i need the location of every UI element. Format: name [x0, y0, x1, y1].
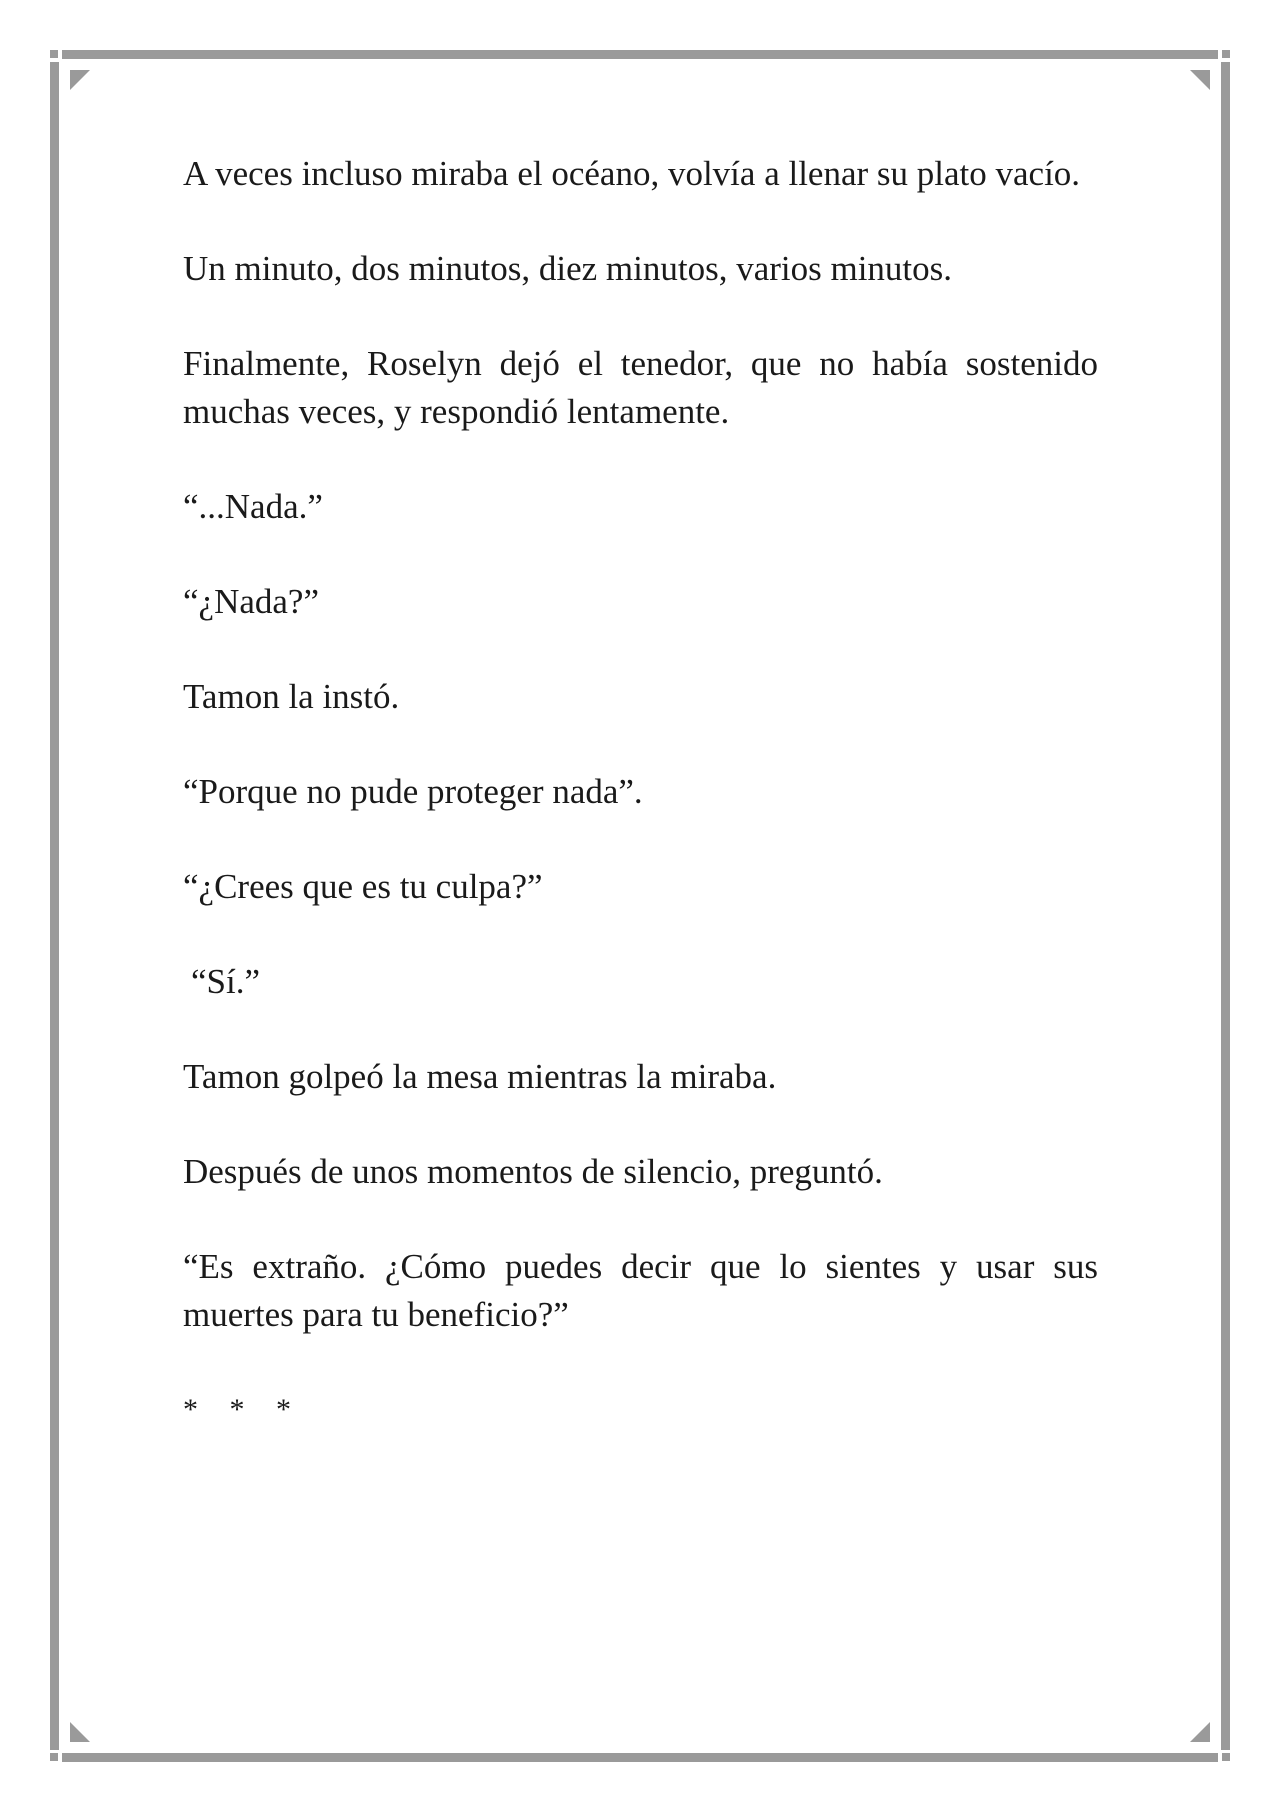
corner-ornament-top-left: [50, 50, 58, 58]
border-top: [62, 50, 1218, 59]
dialogue-line: “Es extraño. ¿Cómo puedes decir que lo sientes y usar sus muertes para tu beneficio?”: [183, 1247, 1098, 1334]
dialogue-line: “¿Crees que es tu culpa?”: [183, 867, 543, 906]
paragraph: Tamon la instó.: [183, 677, 400, 716]
corner-ornament-top-right: [1222, 50, 1230, 58]
page-text: [183, 150, 1098, 1481]
dialogue-line: “Sí.”: [191, 962, 261, 1001]
corner-ornament-bottom-left: [50, 1753, 58, 1761]
corner-ornament-bottom-right: [1222, 1753, 1230, 1761]
border-left: [50, 62, 59, 1750]
paragraph: Finalmente, Roselyn dejó el tenedor, que no había sostenido muchas veces, y respondió lentamente.: [183, 344, 1098, 431]
paragraph: Después de unos momentos de silencio, preguntó.: [183, 1152, 883, 1191]
paragraph: Tamon golpeó la mesa mientras la miraba.: [183, 1057, 777, 1096]
border-right: [1221, 62, 1230, 1750]
paragraph: A veces incluso miraba el océano, volvía a llenar su plato vacío.: [183, 154, 1081, 193]
corner-triangle-top-right: [1190, 70, 1210, 90]
corner-triangle-top-left: [70, 70, 90, 90]
border-bottom: [62, 1753, 1218, 1762]
corner-triangle-bottom-left: [70, 1722, 90, 1742]
dialogue-line: “¿Nada?”: [183, 582, 319, 621]
scene-break: * * *: [183, 1393, 303, 1426]
paragraph: Un minuto, dos minutos, diez minutos, varios minutos.: [183, 249, 953, 288]
dialogue-line: “Porque no pude proteger nada”.: [183, 772, 643, 811]
corner-triangle-bottom-right: [1190, 1722, 1210, 1742]
dialogue-line: “...Nada.”: [183, 487, 323, 526]
